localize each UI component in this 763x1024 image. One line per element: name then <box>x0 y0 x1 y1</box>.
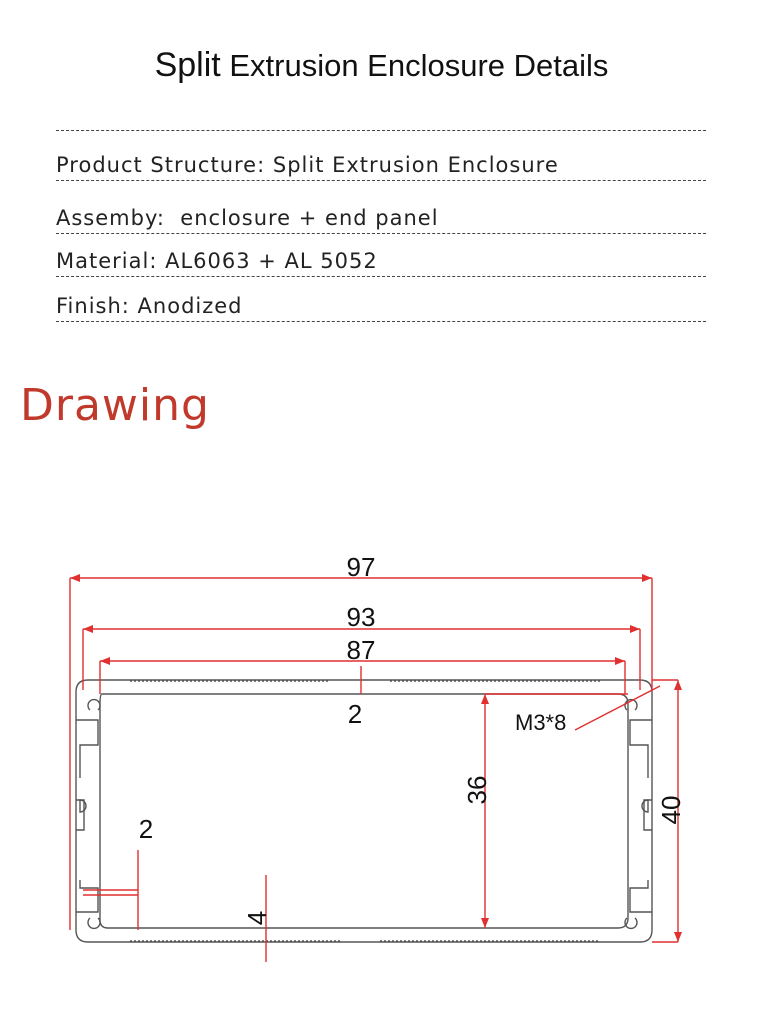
spec-value: AL6063 + AL 5052 <box>165 249 378 273</box>
dim-bottom-wall: 4 <box>242 910 272 926</box>
title-word-split: Split <box>154 46 221 84</box>
spec-label: Finish : <box>56 294 138 318</box>
spec-label: Material : <box>56 249 165 273</box>
dim-inner-width: 87 <box>346 635 376 665</box>
spec-label: Assemby : <box>56 206 173 230</box>
title-rest: Extrusion Enclosure Details <box>220 48 609 83</box>
dim-outer-width: 93 <box>346 602 376 632</box>
dim-outer-height: 40 <box>656 795 686 825</box>
dim-inner-height: 36 <box>462 775 492 805</box>
spec-label: Product Structure : <box>56 153 273 177</box>
section-title-drawing: Drawing <box>20 380 210 431</box>
spec-value: Split Extrusion Enclosure <box>272 153 559 177</box>
dim-top-wall: 2 <box>347 699 363 729</box>
dim-side-wall: 2 <box>138 814 154 844</box>
dim-overall-width: 97 <box>346 552 376 582</box>
spec-value: enclosure + end panel <box>172 206 439 230</box>
spec-value: Anodized <box>137 294 243 318</box>
dim-screw: M3*8 <box>515 710 567 735</box>
